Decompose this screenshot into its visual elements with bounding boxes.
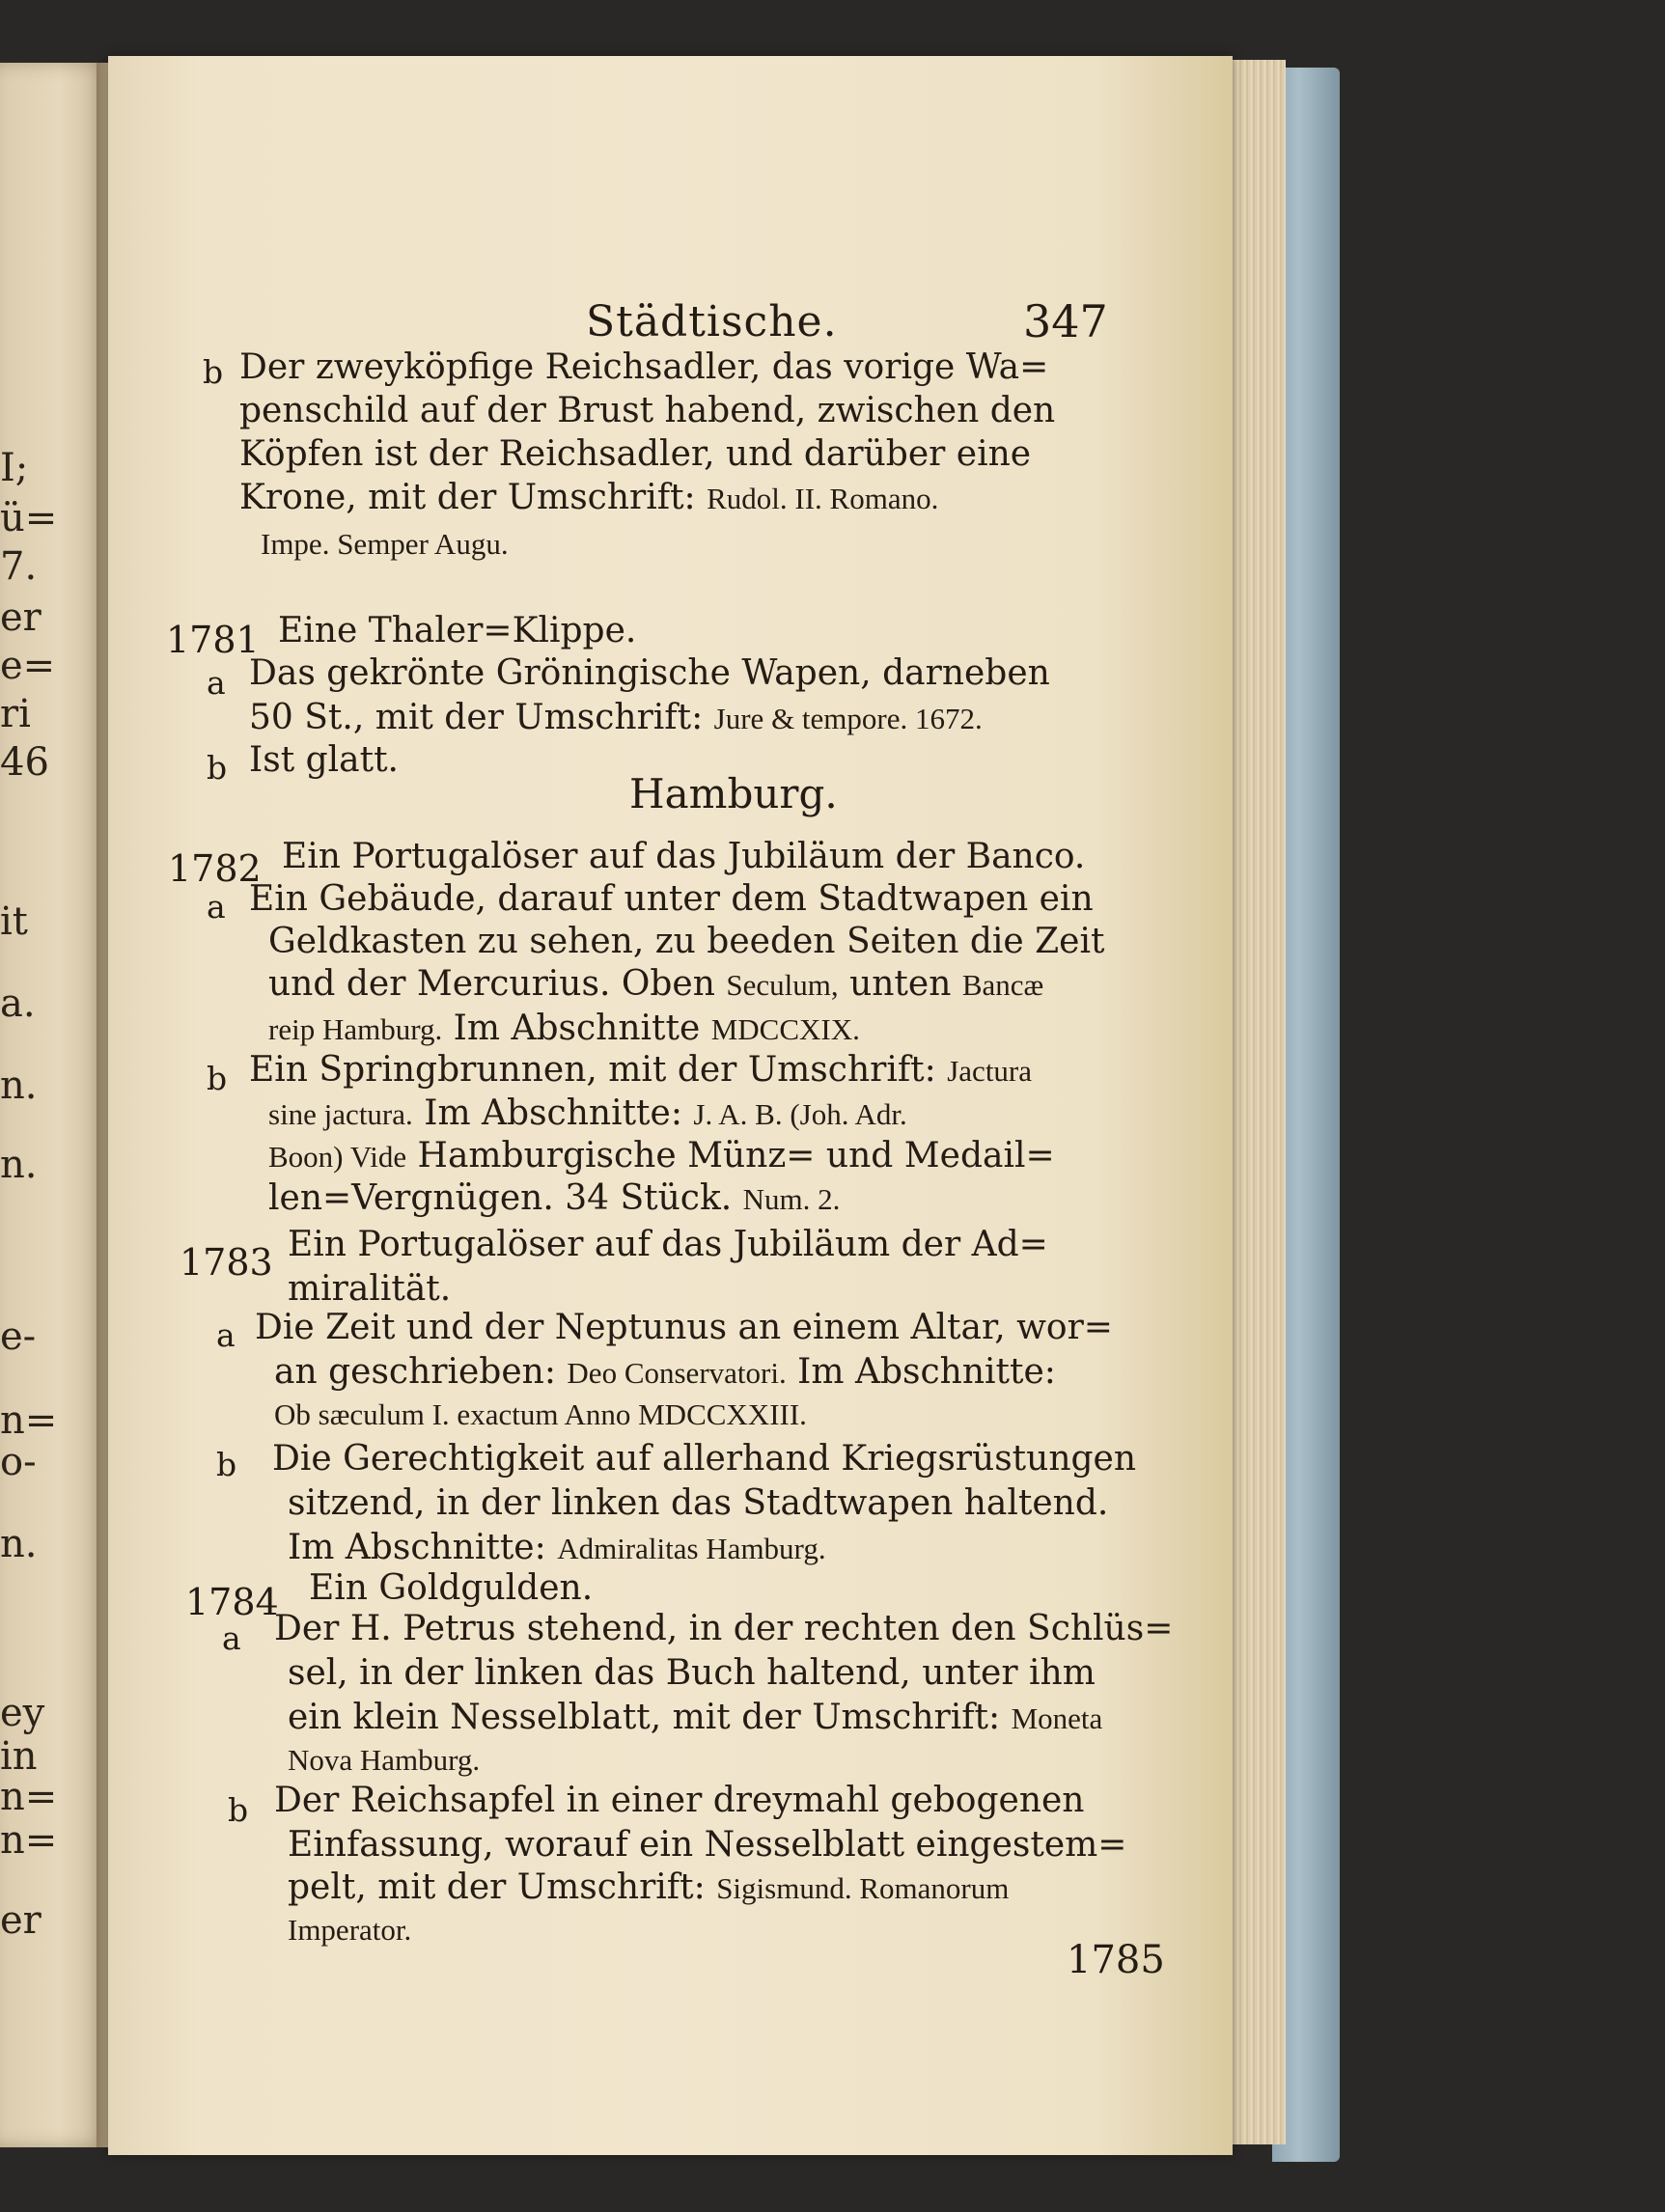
text-line xyxy=(288,1528,826,1567)
left-page-fragment: in xyxy=(0,1734,38,1779)
text-line xyxy=(268,1011,860,1046)
text-line xyxy=(268,964,1044,1004)
text-line: sel, in der linken das Buch haltend, unter ihm xyxy=(288,1653,1096,1693)
left-page-fragment: er xyxy=(0,595,42,640)
text-line: Das gekrönte Gröningische Wapen, darneben xyxy=(249,653,1050,693)
entry-year: 1784 xyxy=(185,1581,279,1623)
latin-inscription: reip Hamburg. xyxy=(268,1012,443,1046)
text-line: Die Gerechtigkeit auf allerhand Kriegsrüstungen xyxy=(272,1439,1137,1479)
left-page-fragment: ey xyxy=(0,1691,45,1735)
latin-inscription: Num. 2. xyxy=(742,1182,841,1216)
entry-label: a xyxy=(207,664,226,702)
left-page-fragment: e= xyxy=(0,644,56,688)
text-line: Geldkasten zu sehen, zu beeden Seiten die Zeit xyxy=(268,922,1105,961)
text-run: Im Abschnitte: xyxy=(424,1093,682,1133)
text-run: Im Abschnitte xyxy=(453,1009,701,1048)
latin-inscription: Ob sæculum I. exactum Anno MDCCXXIII. xyxy=(274,1397,807,1431)
left-page-fragment: n. xyxy=(0,1522,38,1566)
text-run: Hamburgische Münz= und Medail= xyxy=(417,1136,1055,1175)
latin-inscription: J. A. B. (Joh. Adr. xyxy=(693,1097,907,1131)
latin-inscription: Bancæ xyxy=(961,968,1044,1002)
latin-inscription: Seculum, xyxy=(726,968,839,1002)
entry-label: b xyxy=(203,353,224,391)
left-page-fragment: 46 xyxy=(0,740,49,785)
entry-label: b xyxy=(216,1446,237,1483)
page-number: 347 xyxy=(1023,295,1108,347)
entry-label: a xyxy=(222,1619,241,1657)
left-page-fragment: er xyxy=(0,1898,42,1943)
text-line: Köpfen ist der Reichsadler, und darüber eine xyxy=(239,434,1032,474)
text-line: sitzend, in der linken das Stadtwapen haltend. xyxy=(288,1483,1109,1523)
text-run: an geschrieben: xyxy=(274,1352,556,1392)
left-page-fragment: ri xyxy=(0,692,31,736)
text-line: Ist glatt. xyxy=(249,740,400,780)
entry-title: Ein Portugalöser auf das Jubiläum der Ad= xyxy=(288,1225,1048,1264)
latin-inscription: Rudol. II. Romano. xyxy=(707,482,939,515)
entry-year: 1782 xyxy=(168,847,262,890)
text-run: Krone, mit der Umschrift: xyxy=(239,478,696,517)
text-line: Einfassung, worauf ein Nesselblatt eingestem= xyxy=(288,1825,1127,1865)
left-page-fragment: n= xyxy=(0,1818,58,1863)
entry-title: miralität. xyxy=(288,1269,452,1309)
latin-inscription: MDCCXIX. xyxy=(710,1012,860,1046)
left-page-fragment: it xyxy=(0,899,28,944)
latin-inscription: Admiralitas Hamburg. xyxy=(557,1532,826,1565)
left-page-fragment: n= xyxy=(0,1775,58,1819)
text-run: und der Mercurius. Oben xyxy=(268,964,715,1004)
text-run: len=Vergnügen. 34 Stück. xyxy=(268,1178,733,1218)
text-line: Die Zeit und der Neptunus an einem Altar, wor= xyxy=(255,1308,1113,1347)
text-line: Der zweyköpfige Reichsadler, das vorige Wa= xyxy=(239,347,1049,387)
left-page-fragment: n. xyxy=(0,1064,38,1108)
entry-year: 1783 xyxy=(180,1241,273,1284)
latin-inscription: Sigismund. Romanorum xyxy=(716,1871,1010,1905)
text-line xyxy=(274,1352,1056,1392)
latin-inscription: Boon) Vide xyxy=(268,1140,407,1174)
entry-title: Ein Goldgulden. xyxy=(309,1568,594,1608)
previous-page-edge xyxy=(0,63,108,2147)
latin-inscription: Moneta xyxy=(1011,1701,1103,1735)
book-page xyxy=(108,56,1233,2155)
left-page-fragment: a. xyxy=(0,982,36,1026)
text-run: unten xyxy=(849,964,952,1004)
latin-inscription: Nova Hamburg. xyxy=(288,1743,481,1777)
text-line xyxy=(268,1178,841,1218)
left-page-fragment: n. xyxy=(0,1143,38,1187)
text-run: ein klein Nesselblatt, mit der Umschrift: xyxy=(288,1698,1001,1737)
text-run: Im Abschnitte: xyxy=(797,1352,1056,1392)
left-page-fragment: ü= xyxy=(0,496,58,540)
text-run: pelt, mit der Umschrift: xyxy=(288,1867,706,1907)
text-line xyxy=(288,1700,1102,1735)
entry-title: Ein Portugalöser auf das Jubiläum der Banco. xyxy=(282,837,1086,876)
page-text xyxy=(108,56,1233,2155)
latin-inscription: Jure & tempore. 1672. xyxy=(713,702,983,735)
text-run: 50 St., mit der Umschrift: xyxy=(249,698,704,737)
text-line xyxy=(249,698,983,737)
latin-inscription: Imperator. xyxy=(288,1913,412,1947)
entry-label: a xyxy=(216,1316,236,1354)
entry-label: b xyxy=(207,749,228,787)
entry-label: b xyxy=(207,1060,228,1097)
text-line: Der Reichsapfel in einer dreymahl gebogenen xyxy=(274,1781,1085,1820)
entry-title: Eine Thaler=Klippe. xyxy=(278,611,637,650)
latin-inscription: Deo Conservatori. xyxy=(567,1356,787,1390)
entry-year: 1781 xyxy=(166,619,260,661)
left-page-fragment: o- xyxy=(0,1440,37,1484)
entry-label: b xyxy=(228,1791,249,1829)
text-run: Im Abschnitte: xyxy=(288,1528,546,1567)
text-line xyxy=(288,1867,1010,1907)
text-line: penschild auf der Brust habend, zwischen den xyxy=(239,391,1056,430)
text-line xyxy=(268,1093,907,1133)
left-page-fragment: e- xyxy=(0,1314,37,1359)
catchword: 1785 xyxy=(1067,1938,1165,1982)
latin-inscription: sine jactura. xyxy=(268,1097,413,1131)
text-run: Ein Springbrunnen, mit der Umschrift: xyxy=(249,1050,936,1090)
text-line xyxy=(239,478,939,517)
latin-inscription: Jactura xyxy=(947,1054,1033,1088)
latin-inscription: Impe. Semper Augu. xyxy=(261,527,509,561)
text-line xyxy=(268,1136,1055,1175)
text-line: Ein Gebäude, darauf unter dem Stadtwapen ein xyxy=(249,879,1094,919)
entry-label: a xyxy=(207,888,226,926)
left-page-fragment: I; xyxy=(0,446,29,490)
left-page-fragment: 7. xyxy=(0,544,38,589)
section-heading: Hamburg. xyxy=(629,770,838,817)
text-line: Der H. Petrus stehend, in der rechten den Schlüs= xyxy=(274,1609,1174,1648)
left-page-fragment: n= xyxy=(0,1398,58,1443)
text-line xyxy=(249,1050,1033,1090)
running-head: Städtische. xyxy=(586,297,838,346)
